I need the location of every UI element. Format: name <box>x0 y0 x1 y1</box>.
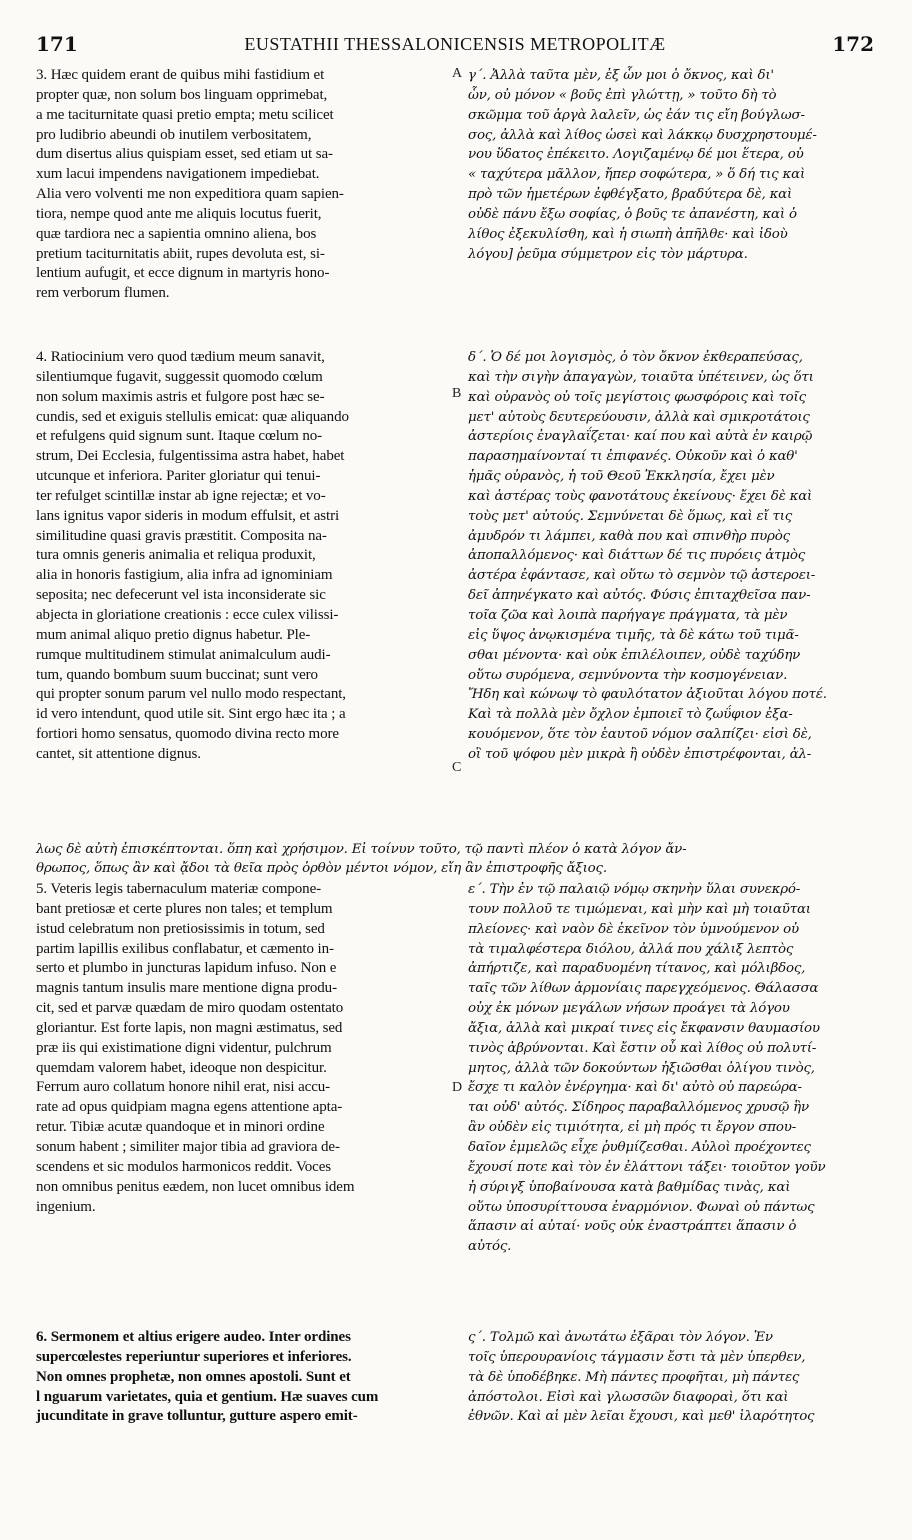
page-header <box>36 32 874 62</box>
greek-column-p4 <box>468 348 876 765</box>
margin-letter-a: A <box>452 66 463 81</box>
greek-paragraph-6: ς΄. Τολμῶ καὶ ἀνωτάτω ἐξᾶραι τὸν λόγον. Ἐν τοῖς ὑπερουρανίοις τάγμασιν ἔστι τὰ μὲν ὑπερθεν, τὰ δὲ ὑποδέβηκε. Μὴ πάντες προφῆται, μὴ πάντες ἀπόστολοι. Εἰσὶ καὶ γλωσσῶν διαφοραὶ, ὅτι καὶ ἐθνῶν. Καὶ αἱ μὲν λεῖαι ἔχουσι, καὶ μεθ' ἱλαρότητος <box>468 1330 815 1425</box>
margin-letter-c: C <box>452 760 462 775</box>
latin-paragraph-6: 6. Sermonem et altius erigere audeo. Inter ordines supercœlestes reperiuntur superiores et inferiores. Non omnes prophetæ, non omnes apostoli. Sunt et l nguarum varietates, quia et gentium. Hæ suaves cum jucunditate in grave tolluntur, gutture aspero emit- <box>36 1329 379 1425</box>
page-number-right: 172 <box>832 32 874 56</box>
margin-letter-b: B <box>452 386 462 401</box>
latin-column-p5 <box>36 880 446 1217</box>
running-title: EUSTATHII THESSALONICENSIS METROPOLITÆ <box>244 34 666 54</box>
greek-column-p5 <box>468 880 876 1257</box>
spanning-greek-line: λως δὲ αὐτὴ ἐπισκέπτονται. ὅπη καὶ χρήσιμον. Εἰ τοίνυν τοῦτο, τῷ παντὶ πλέον ὁ κατὰ λόγον ἄν- θρωπος, ὅπως ἂν καὶ ᾄδοι τὰ θεῖα πρὸς ὀρθὸν μέντοι νόμον, εἴη ἂν ἐπιστροφῆς ἄξιος. <box>36 842 687 876</box>
greek-column-top <box>468 66 876 264</box>
latin-column-p6 <box>36 1328 446 1427</box>
greek-paragraph-5: ε΄. Τὴν ἐν τῷ παλαιῷ νόμῳ σκηνὴν ὕλαι συνεκρό- τουν πολλοῦ τε τιμώμεναι, καὶ μὴν καὶ μὴ τοιαῦται πλείονες· καὶ ναὸν δὲ ἐκεῖνον τὸν ὑμνούμενον οὐ τὰ τιμαλφέστερα διόλου, ἀλλά που χάλιξ λεπτὸς ἀπήρτιζε, καὶ παραδυομένη τίτανος, καὶ μόλιβδος, ταῖς τῶν λίθων ἁρμονίαις παρεγχεόμενος. Θάλασσα οὐχ ἐκ μόνων μεγάλων νήσων προάγει τὰ λόγου ἄξια, ἀλλὰ καὶ μικραί τινες εἰς ἔκφανσιν θαυμασίου τινὸς ἀβρύνονται. Καὶ ἔστιν οὗ καὶ λίθος οὐ πολυτί- μητος, ἀλλὰ τῶν δοκούντων ἠξιῶσθαι ὀλίγου τινὸς, ἔσχε τι καλὸν ἐνέργημα· καὶ δι' αὐτὸ οὐ παρεώρα- ται οὐδ' αὐτός. Σίδηρος παραβαλλόμενος χρυσῷ ἣν ἂν οὐδὲν εἰς τιμιότητα, εἰ μὴ πρός τι ἔργον σπου- δαῖον ἐμμελῶς εἶχε ῥυθμίζεσθαι. Αὐλοὶ προέχοντες ἔχουσί ποτε καὶ τὸν ἐν ἐλάττονι τάξει· τοιοῦτον γοῦν ἡ σύριγξ ὑποβαίνουσα κατὰ βαθμίδας τινὰς, καὶ οὕτω ὑποσυρίττουσα ἐναρμόνιον. Φωναὶ οὐ πάντως ἅπασιν αἱ αὐταί· νοῦς οὐκ ἐναστράπτει ἅπασιν ὁ αὐτός. <box>468 882 826 1255</box>
greek-column-p6 <box>468 1328 876 1427</box>
latin-column-top <box>36 66 446 304</box>
margin-letter-d: D <box>452 1080 463 1095</box>
latin-column-p4 <box>36 348 446 765</box>
page-number-left: 171 <box>36 32 78 56</box>
greek-paragraph-4: δ΄. Ὁ δέ μοι λογισμὸς, ὁ τὸν ὄκνον ἐκθεραπεύσας, καὶ τὴν σιγὴν ἀπαγαγὼν, τοιαῦτα ὑπέτεινεν, ὡς ὅτι καὶ οὐρανὸς οὐ τοῖς μεγίστοις φωσφόροις καὶ τοῖς μετ' αὐτοὺς δευτερεύουσιν, ἀλλὰ καὶ σμικροτάτοις ἀστερίοις ἐναγλαΐζεται· καί που καὶ αὐτὰ ἐν καιρῷ παρασημαίνονταί τι ἐπιφανές. Οὐκοῦν καὶ ὁ καθ' ἡμᾶς οὐρανὸς, ἡ τοῦ Θεοῦ Ἐκκλησία, ἔχει μὲν καὶ ἀστέρας τοὺς φανοτάτους ἐκείνους· ἔχει δὲ καὶ τοὺς μετ' αὐτούς. Σεμνύνεται δὲ ὅμως, καὶ εἴ τις ἀμυδρόν τι λάμπει, καθὰ που καὶ σπινθὴρ πυρὸς ἀποπαλλόμενος· καὶ διάττων δέ τις πυρόεις ἀτμὸς ἀστέρα ἐφάντασε, καὶ οὕτω τὸ σεμνὸν τῷ ἀστεροει- δεῖ ἀπηνέγκατο καὶ αὐτός. Φύσις ἐπιταχθεῖσα παν- τοῖα ζῶα καὶ λοιπὰ παρήγαγε πράγματα, τὰ μὲν εἰς ὕψος ἀνῳκισμένα τιμῆς, τὰ δὲ κάτω τοῦ τιμᾶ- σθαι μένοντα· καὶ οὐκ ἐπιλέλοιπεν, οὐδὲ ταχύδην οὕτω συρόμενα, σεμνύνοντα τὴν κοσμογένειαν. Ἤδη καὶ κώνωψ τὸ φαυλότατον ἀξιοῦται λόγου ποτέ. Καὶ τὰ πολλὰ μὲν ὄχλον ἐμποιεῖ τὸ ζωΰφιον ἐξα- κουόμενον, ὅτε τὸν ἑαυτοῦ νόμον σαλπίζει· εἰσὶ δὲ, οἳ τοῦ ψόφου μὲν μικρὰ ἢ οὐδὲν ἐπιστρέφονται, ἀλ- <box>468 350 827 762</box>
latin-paragraph-4: 4. Ratiocinium vero quod tædium meum sanavit, silentiumque fugavit, suggessit quomodo cœlum non solum maximis astris et fulgore post hæc se- cundis, sed et exiguis stellulis emicat: quæ aliquando et refulgens quid signum sunt. Itaque cœlum no- strum, Dei Ecclesia, fulgentissima astra habet, habet utcunque et inferiora. Pariter gloriatur qui tenui- ter refulget scintillæ instar ab igne rejectæ; et vo- lans ignitus vapor sideris in modum effulsit, et astri similitudine quasi gravis præstitit. Composita na- tura omnis generis animalia et reliqua produxit, alia in honoris fastigium, alia infra ad ignominiam seposita; nec defecerunt vel ista inconsiderate sic abjecta in gloriatione creationis : ecce culex vilissi- mum animal aliquo pretio dignus habetur. Ple- rumque multitudinem stimulat animalculum audi- tum, quando bombum suum buccinat; sunt vero qui propter sonum parum vel nullo modo respectant, id vero intendunt, quod utile sit. Sint ergo hæc ita ; a fortiori homo sensatus, quomodo divina recto more cantet, sit attentione dignus. <box>36 349 349 762</box>
greek-paragraph-3: γ΄. Ἀλλὰ ταῦτα μὲν, ἐξ ὧν μοι ὁ ὄκνος, καὶ δι' ὧν, οὐ μόνον « βοῦς ἐπὶ γλώττῃ, » τοῦτο δὴ τὸ σκῶμμα τοῦ ἀργὰ λαλεῖν, ὡς ἐάν τις εἴη βούγλωσ- σος, ἀλλὰ καὶ λίθος ὡσεὶ καὶ λάκκῳ δυσχρηστουμέ- νου ὕδατος ἐπέκειτο. Λογιζαμένῳ δέ μοι ἕτερα, οὐ « ταχύτερα μᾶλλον, ἤπερ σοφώτερα, » ὅ δή τις καὶ πρὸ τῶν ἡμετέρων ἐφθέγξατο, βραδύτερα δὲ, καὶ οὐδὲ πάνυ ἔξω σοφίας, ὁ βοῦς τε ἀπανέστη, καὶ ὁ λίθος ἐξεκυλίσθη, καὶ ἡ σιωπὴ ἀπῆλθε· καὶ ἰδοὺ λόγου] ῥεῦμα σύμμετρον εἰς τὸν μάρτυρα. <box>468 68 817 262</box>
latin-paragraph-5: 5. Veteris legis tabernaculum materiæ compone- bant pretiosæ et certe plures non tales; et templum istud celebratum non pretiosissimis in totum, sed partim lapillis exilibus conflabatur, et cæmento in- serto et plumbo in juncturas lapidum infuso. Non e magnis tantum insulis mare mentione digna produ- cit, sed et parvæ quædam de miro quodam ostentato gloriantur. Est forte lapis, non magni æstimatus, sed præ iis qui existimatione digni videntur, pulchrum quemdam valorem habet, ideoque non despicitur. Ferrum auro collatum honore nihil erat, nisi accu- rate ad opus quidpiam magna egens attentione apta- retur. Tibiæ acutæ quandoque et in minori ordine sonum habent ; similiter major tibia ad graviora de- scendens et sic modulos harmonicos reddit. Voces non omnibus penitus eædem, non lucet omnibus idem ingenium. <box>36 881 355 1215</box>
latin-paragraph-3: 3. Hæc quidem erant de quibus mihi fastidium et propter quæ, non solum bos linguam opprimebat, a me taciturnitate quasi pretio empta; metu scilicet pro ludibrio abeundi ob inutilem verbositatem, dum disertus alius quispiam esset, sed etiam ut sa- xum lacui impendens navigationem impediebat. Alia vero volventi me non expeditiora quam sapien- tiora, nempe quod ante me aliquis locutus fuerit, quæ tardiora nec a sapientia omnino aliena, bos pretium taciturnitatis abiit, rupes devoluta est, si- lentium aufugit, et ecce dignum in martyris hono- rem verborum flumen. <box>36 67 344 302</box>
